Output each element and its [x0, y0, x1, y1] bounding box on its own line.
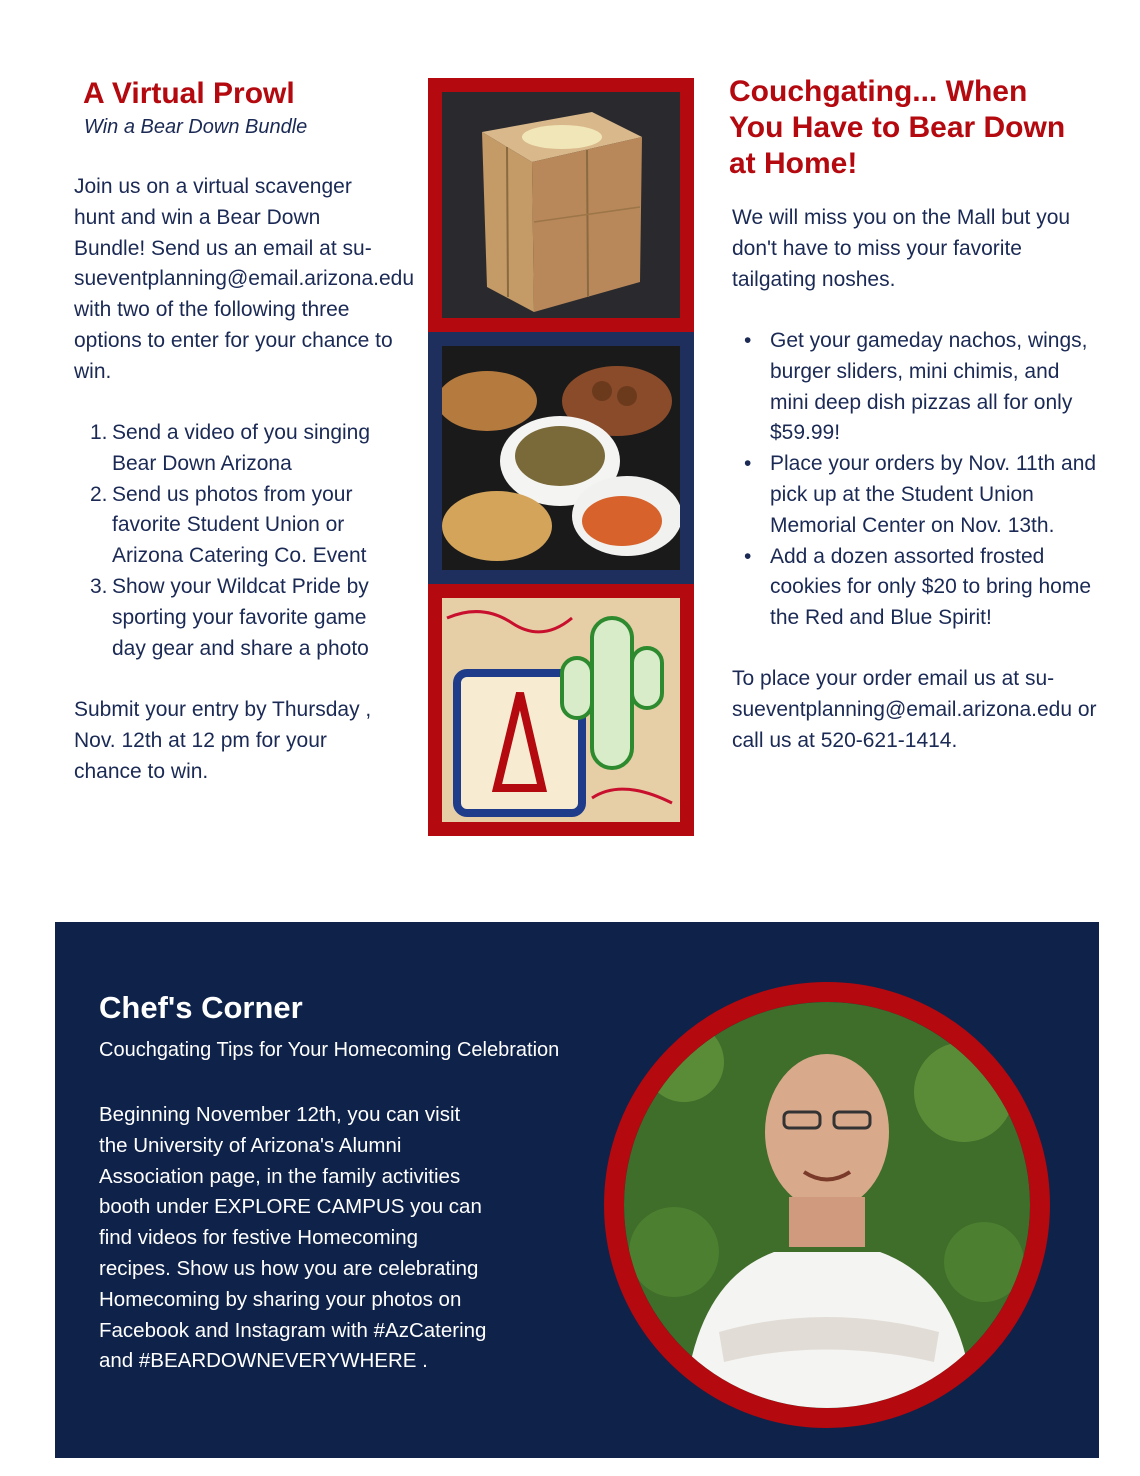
chef-portrait [604, 982, 1050, 1428]
couchgating-bullets [732, 326, 1102, 634]
list-item-text: Send us photos from your favorite Student Union or Arizona Catering Co. Event [112, 482, 367, 568]
chefs-corner-title: Chef's Corner [99, 990, 303, 1025]
list-item [74, 480, 394, 572]
list-item-text: Send a video of you singing Bear Down Arizona [112, 421, 371, 475]
chefs-corner-body: Beginning November 12th, you can visit the University of Arizona's Alumni Association page, in the family activities booth under EXPLORE CAMPUS you can find videos for festive Homecoming recipes. Show us how you are celebrating Homecoming by sharing your photos on Facebook and Instagram with #AzCatering and #BEARDOWNEVERYWHERE . [99, 1103, 487, 1373]
chefs-corner-subtitle: Couchgating Tips for Your Homecoming Celebration [99, 1039, 560, 1061]
virtual-prowl-subtitle: Win a Bear Down Bundle [84, 116, 308, 138]
cookies-image [442, 598, 680, 822]
list-item: • Add a dozen assorted frosted cookies for only $20 to bring home the Red and Blue Spirit! [732, 542, 1102, 634]
list-number: 1. [90, 421, 108, 444]
gift-box-image [442, 92, 680, 318]
list-number: 3. [90, 574, 108, 598]
food-platter-image [442, 346, 680, 570]
scavenger-options-list [74, 418, 394, 664]
virtual-prowl-intro: Join us on a virtual scavenger hunt and win a Bear Down Bundle! Send us an email at su-sueventplanning@email.arizona.edu with two of the following three options to enter for your chance to win. [74, 175, 415, 383]
list-item [74, 572, 394, 664]
virtual-prowl-deadline: Submit your entry by Thursday , Nov. 12th at 12 pm for your chance to win. [74, 698, 372, 783]
list-item [74, 418, 394, 480]
list-number: 2. [90, 482, 108, 506]
chef-portrait-image [624, 1002, 1030, 1408]
couchgating-contact: To place your order email us at su-sueventplanning@email.arizona.edu or call us at 520-621-1414. [732, 667, 1097, 752]
couchgating-title: Couchgating... When You Have to Bear Down at Home! [729, 75, 1066, 180]
list-item: • Place your orders by Nov. 11th and pick up at the Student Union Memorial Center on Nov. 13th. [732, 449, 1102, 541]
couchgating-intro: We will miss you on the Mall but you don't have to miss your favorite tailgating noshes. [732, 206, 1071, 291]
list-item-text: Show your Wildcat Pride by sporting your favorite game day gear and share a photo [112, 574, 369, 660]
tailgate-food-photo [428, 332, 694, 584]
virtual-prowl-title: A Virtual Prowl [83, 77, 295, 110]
gift-box-photo [428, 78, 694, 332]
list-item: • Get your gameday nachos, wings, burger sliders, mini chimis, and mini deep dish pizzas all for only $59.99! [732, 326, 1102, 449]
cookies-photo [428, 584, 694, 836]
